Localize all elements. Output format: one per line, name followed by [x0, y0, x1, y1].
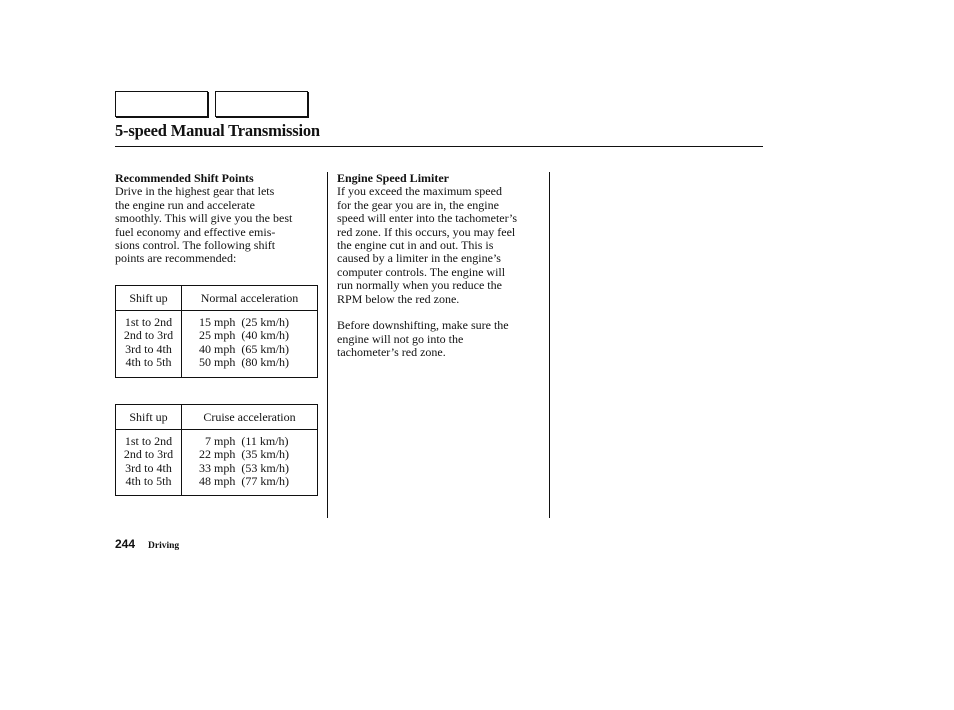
body-line: Drive in the highest gear that lets: [115, 184, 275, 199]
shift-cell: 4th to 5th: [125, 474, 172, 489]
table-header-shift-up: Shift up: [116, 405, 182, 430]
speed-cell: 50 mph (80 km/h): [199, 355, 289, 370]
body-line: caused by a limiter in the engine’s: [337, 251, 501, 266]
shift-cell: 1st to 2nd: [124, 434, 173, 448]
speed-column: [182, 430, 318, 496]
speed-column: [182, 311, 318, 378]
paragraph-2: [337, 319, 517, 359]
speed-cell: 33 mph (53 km/h): [199, 460, 289, 475]
shift-cell: 1st to 2nd: [124, 315, 173, 329]
title-rule: [115, 146, 763, 147]
page-title: 5-speed Manual Transmission: [115, 121, 320, 140]
body-line: for the gear you are in, the engine: [337, 197, 499, 212]
column-divider-1: [327, 172, 328, 518]
column-divider-2: [549, 172, 550, 518]
shift-cell: 4th to 5th: [125, 355, 172, 370]
body-line: points are recommended:: [115, 251, 237, 266]
table-header-shift-up: Shift up: [116, 286, 182, 311]
section-heading-shift-points: Recommended Shift Points: [115, 171, 254, 185]
body-line: red zone. If this occurs, you may feel: [337, 224, 516, 239]
body-line: Before downshifting, make sure the: [337, 318, 509, 333]
body-line: RPM below the red zone.: [337, 291, 460, 306]
section-name: Driving: [148, 541, 180, 551]
body-line: computer controls. The engine will: [337, 264, 506, 279]
body-line: fuel economy and effective emis-: [115, 224, 276, 239]
body-line: engine will not go into the: [337, 331, 464, 346]
header-tab-box-2: [215, 91, 308, 117]
speed-cell: 40 mph (65 km/h): [199, 341, 289, 356]
body-line: sions control. The following shift: [115, 238, 276, 253]
speed-cell: 15 mph (25 km/h): [199, 315, 289, 329]
body-line: If you exceed the maximum speed: [337, 184, 502, 199]
body-line: the engine run and accelerate: [115, 197, 255, 212]
body-line: the engine cut in and out. This is: [337, 238, 494, 253]
table-header-acceleration: Normal acceleration: [200, 290, 299, 305]
shift-cell: 2nd to 3rd: [123, 328, 174, 343]
shift-table-cruise: [115, 404, 318, 496]
middle-column: [337, 172, 517, 360]
shift-cell: 3rd to 4th: [125, 460, 172, 475]
body-line: tachometer’s red zone.: [337, 345, 446, 360]
left-column: [115, 172, 292, 266]
shift-cell: 2nd to 3rd: [123, 447, 174, 462]
shift-table-normal: [115, 285, 318, 378]
speed-cell: 25 mph (40 km/h): [199, 328, 289, 343]
body-line: speed will enter into the tachometer’s: [337, 211, 518, 226]
body-line: smoothly. This will give you the best: [115, 211, 293, 226]
header-tab-box-1: [115, 91, 208, 117]
speed-cell: 22 mph (35 km/h): [199, 447, 289, 462]
speed-cell: 48 mph (77 km/h): [199, 474, 289, 489]
shift-cell: 3rd to 4th: [125, 341, 172, 356]
shift-column: [116, 430, 182, 496]
page-number: 244: [115, 537, 136, 551]
body-line: run normally when you reduce the: [337, 278, 502, 293]
shift-column: [116, 311, 182, 378]
section-heading-engine-speed-limiter: Engine Speed Limiter: [337, 171, 450, 185]
speed-cell: 7 mph (11 km/h): [199, 434, 289, 448]
table-header-acceleration: Cruise acceleration: [203, 409, 296, 424]
